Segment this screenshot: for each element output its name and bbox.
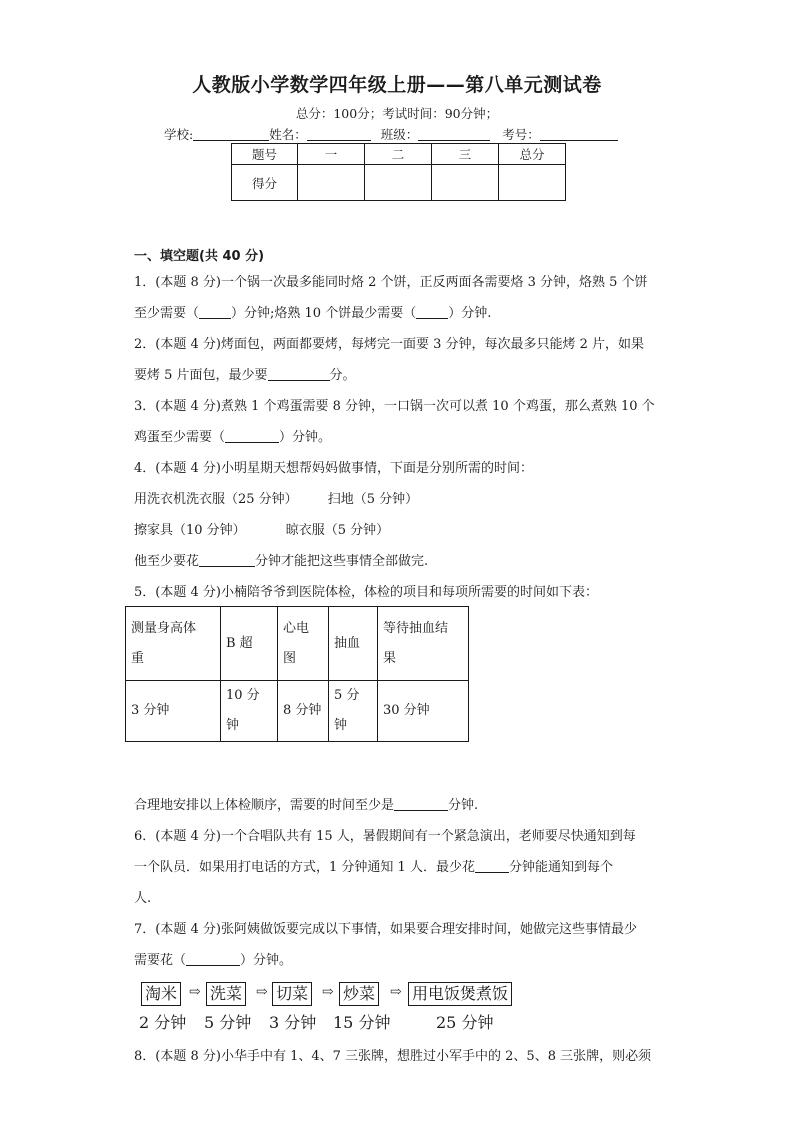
checkup-header-cell: 等待抽血结 果 xyxy=(378,607,469,681)
flow-step-box: 炒菜 xyxy=(339,982,379,1006)
question-4-tasks-2: 擦家具（10 分钟） 晾衣服（5 分钟） xyxy=(134,523,390,538)
score-header-cell: 一 xyxy=(298,144,365,165)
class-label: 班级： xyxy=(380,127,419,142)
name-label: 姓名： xyxy=(269,127,307,142)
score-row-label: 得分 xyxy=(232,165,298,201)
score-cell[interactable] xyxy=(432,165,499,201)
arrow-right-icon: ⇨ xyxy=(256,984,268,1000)
checkup-header-cell: B 超 xyxy=(221,607,278,681)
section-title: 一、填空题(共 40 分) xyxy=(134,249,265,264)
number-blank[interactable] xyxy=(540,127,618,141)
flow-step-time: 15 分钟 xyxy=(333,1013,391,1032)
flow-step-time: 5 分钟 xyxy=(204,1013,252,1032)
question-1-line-2: 至少需要（ ）分钟;烙熟 10 个饼最少需要（ ）分钟. xyxy=(134,306,492,321)
page-title: 人教版小学数学四年级上册——第八单元测试卷 xyxy=(192,74,602,96)
question-7-line-1: 7．(本题 4 分)张阿姨做饭要完成以下事情，如果要合理安排时间，她做完这些事情最少 xyxy=(134,922,637,937)
flow-step-time: 2 分钟 xyxy=(139,1013,187,1032)
answer-blank[interactable] xyxy=(225,429,279,443)
checkup-time-cell: 3 分钟 xyxy=(126,681,221,742)
score-cell[interactable] xyxy=(365,165,432,201)
question-6-line-3: 人. xyxy=(134,891,152,906)
school-blank[interactable] xyxy=(193,127,269,141)
answer-blank[interactable] xyxy=(199,305,231,319)
score-table xyxy=(231,143,566,201)
checkup-header-cell: 抽血 xyxy=(329,607,378,681)
checkup-time-cell: 10 分钟 xyxy=(221,681,278,742)
flow-step-box: 用电饭煲煮饭 xyxy=(408,982,512,1006)
score-header-cell: 总分 xyxy=(499,144,566,165)
arrow-right-icon: ⇨ xyxy=(189,984,201,1000)
score-header-cell: 题号 xyxy=(232,144,298,165)
score-header-cell: 三 xyxy=(432,144,499,165)
flow-step-time: 25 分钟 xyxy=(436,1013,494,1032)
answer-blank[interactable] xyxy=(475,859,509,873)
question-5-line-2: 合理地安排以上体检顺序，需要的时间至少是 分钟. xyxy=(134,798,479,813)
score-header-cell: 二 xyxy=(365,144,432,165)
name-blank[interactable] xyxy=(307,127,371,141)
answer-blank[interactable] xyxy=(186,952,240,966)
checkup-header-cell: 测量身高体 重 xyxy=(126,607,221,681)
flow-step-box: 切菜 xyxy=(272,982,312,1006)
checkup-time-cell: 5 分钟 xyxy=(329,681,378,742)
question-1-line-1: 1．(本题 8 分)一个锅一次最多能同时烙 2 个饼，正反两面各需要烙 3 分钟，烙熟 5 个饼 xyxy=(134,275,648,290)
question-5-line-1: 5．(本题 4 分)小楠陪爷爷到医院体检，体检的项目和每项所需要的时间如下表： xyxy=(134,585,598,600)
question-7-line-2: 需要花（ ）分钟。 xyxy=(134,953,293,968)
class-blank[interactable] xyxy=(418,127,490,141)
question-4-tasks-1: 用洗衣机洗衣服（25 分钟） 扫地（5 分钟） xyxy=(134,492,419,507)
checkup-header-cell: 心电 图 xyxy=(278,607,329,681)
score-cell[interactable] xyxy=(298,165,365,201)
question-6-line-1: 6．(本题 4 分)一个合唱队共有 15 人，暑假期间有一个紧急演出，老师要尽快通知到每 xyxy=(134,829,636,844)
checkup-table xyxy=(125,606,469,742)
flow-step-box: 淘米 xyxy=(141,982,181,1006)
number-label: 考号： xyxy=(502,127,540,142)
question-2-line-2: 要烤 5 片面包，最少要 分。 xyxy=(134,368,356,383)
answer-blank[interactable] xyxy=(394,797,448,811)
checkup-time-cell: 30 分钟 xyxy=(378,681,469,742)
flow-step-time: 3 分钟 xyxy=(269,1013,317,1032)
question-3-line-2: 鸡蛋至少需要（ ）分钟。 xyxy=(134,430,332,445)
question-4-line-4: 他至少要花 分钟才能把这些事情全部做完. xyxy=(134,554,429,569)
score-cell[interactable] xyxy=(499,165,566,201)
school-label: 学校: xyxy=(164,127,194,142)
question-4-line-1: 4．(本题 4 分)小明星期天想帮妈妈做事情，下面是分别所需的时间： xyxy=(134,461,533,476)
flow-step-box: 洗菜 xyxy=(206,982,246,1006)
student-info-line xyxy=(164,125,618,143)
answer-blank[interactable] xyxy=(416,305,448,319)
question-6-line-2: 一个队员．如果用打电话的方式，1 分钟通知 1 人．最少花 分钟能通知到每个 xyxy=(134,860,613,875)
question-8-line-1: 8．(本题 8 分)小华手中有 1、4、7 三张牌，想胜过小军手中的 2、5、8 三张牌，则必须 xyxy=(134,1049,652,1064)
exam-subtitle: 总分：100分；考试时间：90分钟； xyxy=(295,106,499,121)
arrow-right-icon: ⇨ xyxy=(322,984,334,1000)
question-3-line-1: 3．(本题 4 分)煮熟 1 个鸡蛋需要 8 分钟，一口锅一次可以煮 10 个鸡蛋，那么煮熟 10 个 xyxy=(134,399,655,414)
arrow-right-icon: ⇨ xyxy=(390,984,402,1000)
answer-blank[interactable] xyxy=(199,553,255,567)
answer-blank[interactable] xyxy=(268,367,330,381)
question-2-line-1: 2．(本题 4 分)烤面包，两面都要烤，每烤完一面要 3 分钟，每次最多只能烤 2 片，如果 xyxy=(134,337,645,352)
cooking-flow-diagram xyxy=(0,982,794,1032)
checkup-time-cell: 8 分钟 xyxy=(278,681,329,742)
